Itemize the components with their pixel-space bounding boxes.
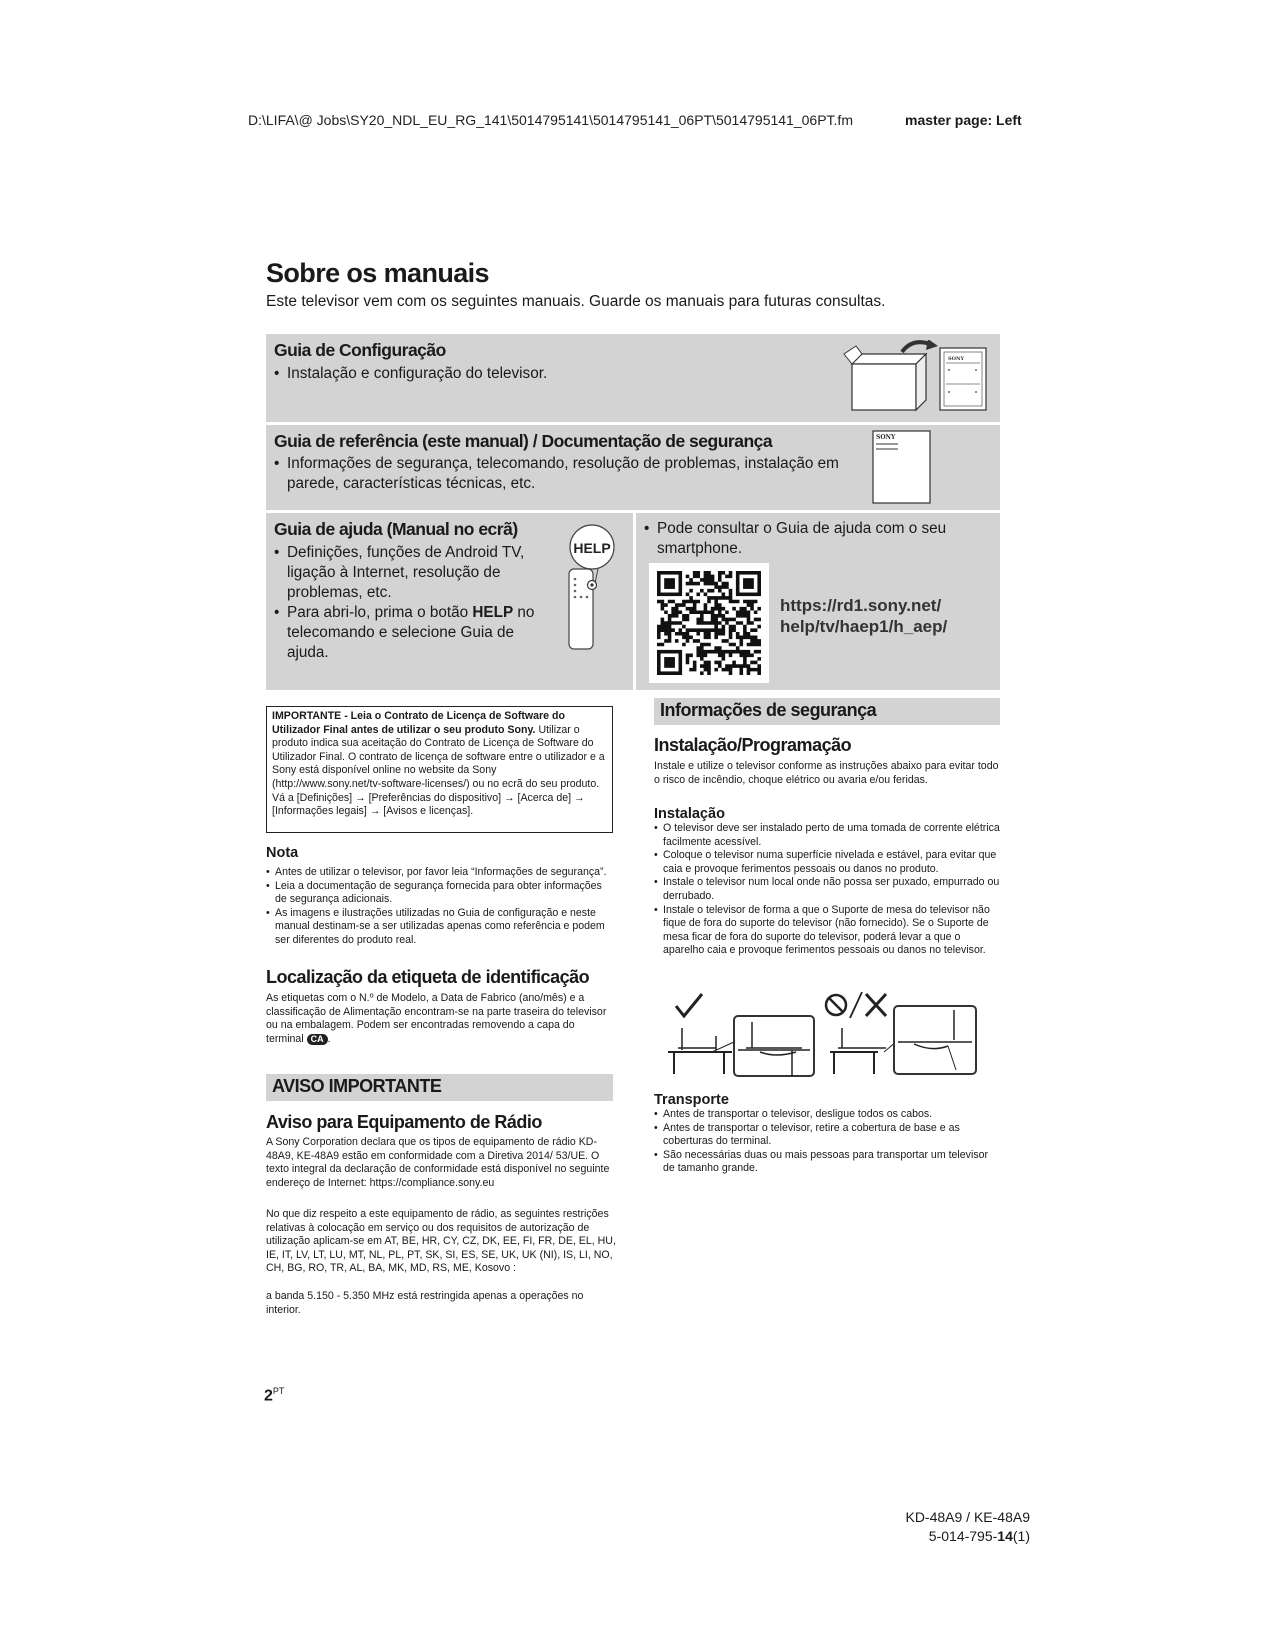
transport-title: Transporte	[654, 1092, 729, 1108]
sony-logo-reference: SONY	[876, 434, 896, 441]
label-location-title: Localização da etiqueta de identificação	[266, 967, 590, 987]
help-url[interactable]	[780, 595, 947, 637]
install-item: • O televisor deve ser instalado perto de uma tomada de corrente elétrica facilmente acessível.	[654, 822, 1002, 849]
master-page-label: master page: Left	[905, 112, 1022, 128]
install-programming-title: Instalação/Programação	[654, 735, 852, 755]
intro-text: Este televisor vem com os seguintes manuais. Guarde os manuais para futuras consultas.	[266, 293, 886, 310]
page-number: $2^{PT}$	[264, 1386, 285, 1405]
radio-notice-para-3: a banda 5.150 - 5.350 MHz está restringida apenas a operações no interior.	[266, 1290, 584, 1316]
nota-list	[266, 866, 611, 948]
install-list	[654, 822, 1002, 958]
radio-notice-para-2: No que diz respeito a este equipamento de rádio, as seguintes restrições relativas à colocação em serviço ou dos requisitos de autorização de utilização aplicam-se em AT, BE, HR, CY, CZ, DK, EE, FI, FR, DE, EL, HU, IE, IT, LV, LT, LU, MT, NL, PL, PT, SK, SI, ES, SE, UK, UK (NI), IS, LI, NO, CH, BG, RO, TR, AL, BA, MK, MD, RS, ME, Kosovo :	[266, 1208, 616, 1275]
help-guide-title: Guia de ajuda (Manual no ecrã)	[274, 519, 518, 539]
checkmark-icon	[676, 994, 702, 1016]
nota-item: • Leia a documentação de segurança fornecida para obter informações de segurança adicionais.	[266, 880, 611, 907]
aviso-bar	[266, 1074, 613, 1101]
transport-list	[654, 1108, 1002, 1176]
setup-guide-box	[266, 334, 1000, 422]
safety-bar-title: Informações de segurança	[660, 700, 877, 720]
page-title: Sobre os manuais	[266, 258, 489, 288]
ca-badge: CA	[307, 1034, 328, 1045]
help-smartphone-box	[636, 513, 1000, 690]
transport-item: • Antes de transportar o televisor, desligue todos os cabos.	[654, 1108, 1002, 1122]
help-url-line-2: help/tv/haep1/h_aep/	[780, 617, 948, 636]
footer-model-info	[905, 1508, 1030, 1546]
remote-help-button-icon	[561, 523, 623, 653]
sony-logo-small: SONY	[948, 356, 965, 362]
file-path: D:\LIFA\@ Jobs\SY20_NDL_EU_RG_141\5014795141\5014795141_06PT\5014795141_06PT.fm	[248, 112, 853, 128]
smartphone-bullet: • Pode consultar o Guia de ajuda com o seu smartphone.	[644, 519, 984, 559]
qr-code[interactable]	[649, 563, 769, 683]
license-bold: IMPORTANTE - Leia o Contrato de Licença de Software do Utilizador Final antes de utilizar o seu produto Sony.	[272, 710, 565, 736]
reference-guide-title: Guia de referência (este manual) / Documentação de segurança	[274, 431, 773, 451]
nota-item: • Antes de utilizar o televisor, por favor leia “Informações de segurança”.	[266, 866, 611, 880]
safety-bar	[654, 698, 1000, 725]
reference-guide-box	[266, 425, 1000, 510]
install-title: Instalação	[654, 806, 725, 822]
document-code: 5-014-795-14(1)	[928, 1528, 1030, 1544]
reference-manual-icon	[872, 430, 932, 504]
install-item: • Instale o televisor num local onde não possa ser puxado, empurrado ou derrubado.	[654, 876, 1002, 903]
install-item: • Instale o televisor de forma a que o Suporte de mesa do televisor não fique de fora do suporte do televisor (não fornecido). Se o Suporte de mesa ficar de fora do suporte do televisor, poderá levar a que o aparelho caia e provoque ferimentos pessoais ou danos no televisor.	[654, 904, 1002, 958]
stand-placement-illustration	[664, 992, 994, 1084]
cross-icon	[866, 994, 886, 1016]
label-location-text: As etiquetas com o N.º de Modelo, a Data de Fabrico (ano/mês) e a classificação de Alimentação encontram-se na parte traseira do televisor ou na embalagem. Podem ser encontradas removendo a capa do terminal CA .	[266, 992, 607, 1045]
help-guide-box	[266, 513, 633, 690]
help-guide-bullet-2: • Para abri-lo, prima o botão HELP no telecomando e selecione Guia de ajuda.	[274, 603, 542, 663]
setup-guide-bullet: • Instalação e configuração do televisor.	[274, 364, 874, 384]
help-url-line-1: https://rd1.sony.net/	[780, 596, 942, 615]
install-item: • Coloque o televisor numa superfície nivelada e estável, para evitar que caia e provoque ferimentos pessoais ou danos no produto.	[654, 849, 1002, 876]
model-numbers: KD-48A9 / KE-48A9	[905, 1509, 1030, 1525]
aviso-bar-title: AVISO IMPORTANTE	[272, 1076, 442, 1096]
radio-notice-para-1: A Sony Corporation declara que os tipos de equipamento de rádio KD-48A9, KE-48A9 estão em conformidade com a Diretiva 2014/ 53/UE. O texto integral da declaração de conformidade está disponível no seguinte endereço de Internet: https://compliance.sony.eu	[266, 1136, 610, 1189]
reference-guide-bullet: • Informações de segurança, telecomando, resolução de problemas, instalação em parede, características técnicas, etc.	[274, 454, 859, 494]
install-intro: Instale e utilize o televisor conforme as instruções abaixo para evitar todo o risco de incêndio, choque elétrico ou avaria e/ou feridas.	[654, 760, 999, 786]
qr-code-icon	[649, 563, 769, 683]
setup-guide-title: Guia de Configuração	[274, 340, 446, 360]
nota-item: • As imagens e ilustrações utilizadas no Guia de configuração e neste manual destinam-se a ser utilizadas apenas como referência e podem ser diferentes do produto real.	[266, 907, 611, 948]
license-text: Utilizar o produto indica sua aceitação do Contrato de Licença de Software do Utilizador Final. O contrato de licença de software entre o utilizador e a Sony está disponível online no website da Sony (http://www.sony.net/tv-software-licenses/) ou no ecrã do seu produto. Vá a [Definições] → [Preferências do dispositivo] → [Acerca de] → [Informações legais] → [Avisos e licenças].	[272, 723, 605, 818]
transport-item: • Antes de transportar o televisor, retire a cobertura de base e as coberturas do terminal.	[654, 1122, 1002, 1149]
radio-notice-title: Aviso para Equipamento de Rádio	[266, 1112, 542, 1132]
box-and-manual-icon	[842, 340, 992, 416]
help-badge-text: HELP	[573, 540, 611, 556]
transport-item: • São necessárias duas ou mais pessoas para transportar um televisor de tamanho grande.	[654, 1149, 1002, 1176]
nota-title: Nota	[266, 845, 299, 861]
help-guide-bullet-1: • Definições, funções de Android TV, ligação à Internet, resolução de problemas, etc.	[274, 543, 542, 603]
license-notice	[266, 706, 613, 833]
